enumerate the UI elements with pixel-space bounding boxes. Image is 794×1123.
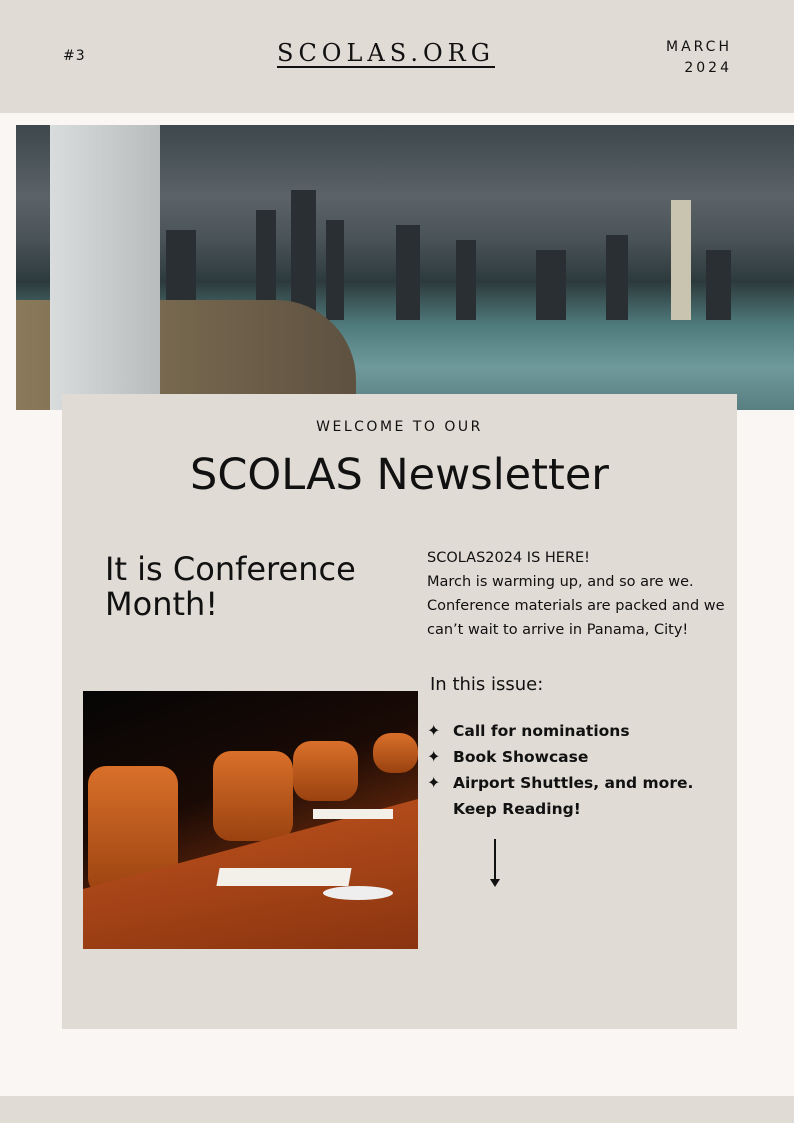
issue-month: MARCH (666, 39, 732, 55)
issue-contents-list (427, 718, 693, 822)
list-item: Keep Reading! (453, 800, 581, 818)
issue-date (666, 37, 732, 79)
in-this-issue-heading: In this issue: (430, 674, 544, 695)
sparkle-icon: ✦ (427, 721, 441, 740)
welcome-text: WELCOME TO OUR (316, 419, 483, 435)
list-item: ✦ Book Showcase (427, 744, 693, 770)
conference-room-image (83, 691, 418, 949)
list-item: ✦ Airport Shuttles, and more. (427, 770, 693, 796)
arrow-down-icon (494, 839, 496, 885)
footer-band (0, 1096, 794, 1123)
issue-year: 2024 (684, 60, 732, 76)
sparkle-icon: ✦ (427, 773, 441, 792)
header-band (0, 0, 794, 113)
city-skyline-image (16, 125, 794, 410)
site-logo-link[interactable]: SCOLAS.ORG (277, 39, 495, 67)
intro-heading: SCOLAS2024 IS HERE! (427, 550, 590, 566)
list-item: ✦ Call for nominations (427, 718, 693, 744)
intro-text (427, 546, 737, 642)
newsletter-title: SCOLAS Newsletter (190, 450, 609, 500)
newsletter-card (62, 394, 737, 1029)
headline: It is Conference Month! (105, 550, 356, 623)
sparkle-icon: ✦ (427, 747, 441, 766)
intro-body: March is warming up, and so are we. Conference materials are packed and we can’t wait to arrive in Panama, City! (427, 574, 725, 638)
issue-number: #3 (63, 48, 86, 64)
